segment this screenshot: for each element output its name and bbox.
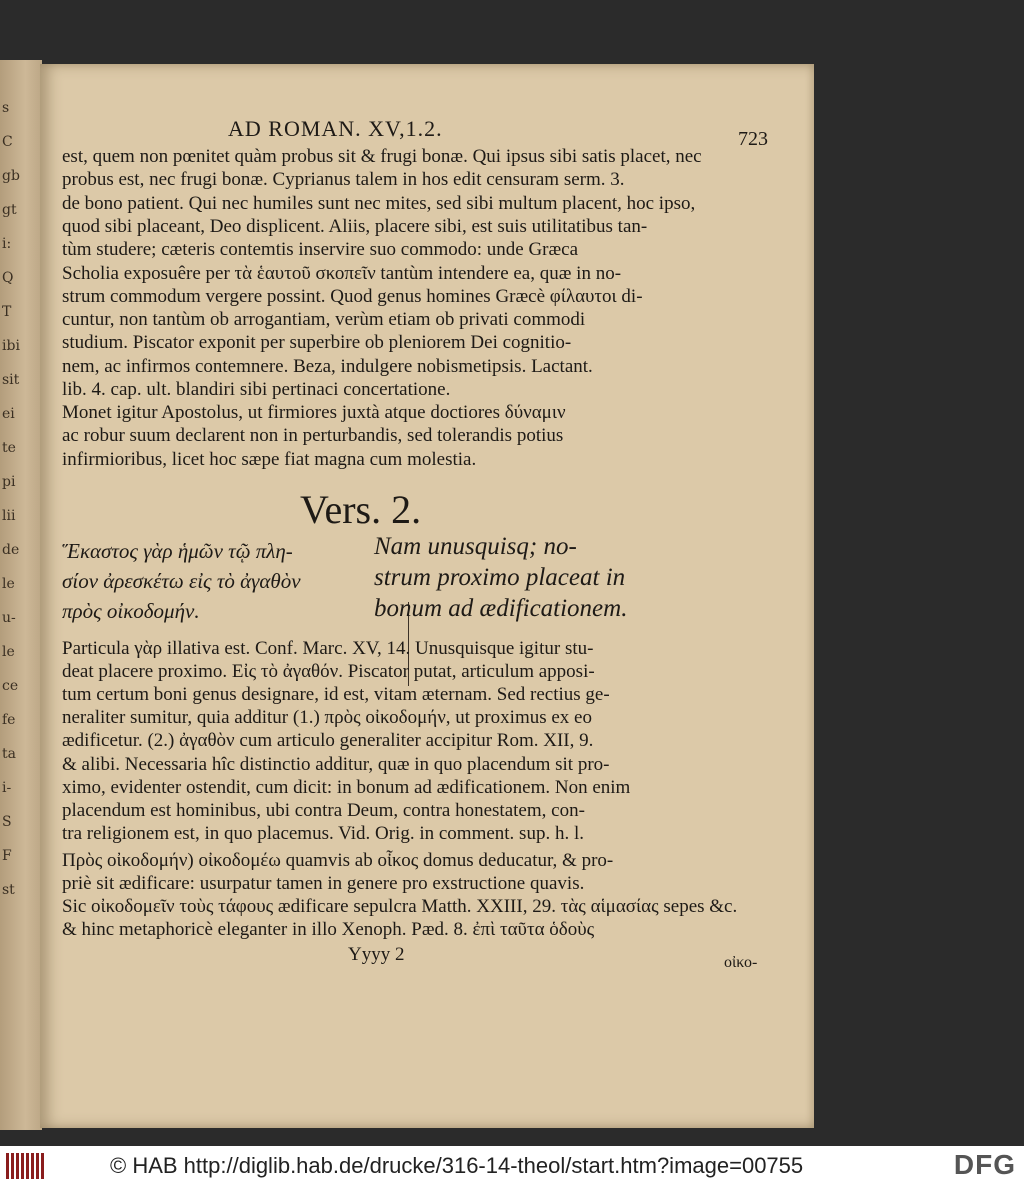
text-line: de bono patient. Qui nec humiles sunt nec mites, sed sibi multum placent, hoc ipso, bbox=[62, 192, 696, 214]
adjacent-page-fragment: fe bbox=[2, 712, 16, 728]
adjacent-page-fragment: pi bbox=[2, 474, 16, 490]
text-line: strum proximo placeat in bbox=[374, 564, 626, 591]
text-line: bonum ad ædificationem. bbox=[374, 595, 628, 622]
text-line: est, quem non pœnitet quàm probus sit & frugi bonæ. Qui ipsus sibi satis placet, nec bbox=[62, 146, 702, 167]
text-line: neraliter sumitur, quia additur (1.) πρὸς οἰκοδομήν, ut proximus ex eo bbox=[62, 707, 592, 729]
text-line: Monet igitur Apostolus, ut firmiores juxtà atque doctiores δύναμιν bbox=[62, 402, 566, 423]
adjacent-page-fragment: le bbox=[2, 644, 15, 660]
adjacent-page-fragment: le bbox=[2, 576, 15, 592]
text-line: priè sit ædificare: usurpatur tamen in genere pro exstructione quavis. bbox=[62, 873, 585, 895]
footer-bar bbox=[0, 1146, 1024, 1185]
text-line: tùm studere; cæteris contemtis inservire suo commodo: unde Græca bbox=[62, 239, 579, 261]
adjacent-page-fragment: i- bbox=[2, 780, 12, 796]
text-line: πρὸς οἰκοδομήν. bbox=[62, 599, 200, 623]
verse-heading: Vers. 2. bbox=[300, 487, 422, 532]
adjacent-page-fragment: ta bbox=[2, 746, 16, 762]
text-line: Ἕκαστος γὰρ ἡμῶν τῷ πλη- bbox=[62, 539, 293, 563]
text-line: tra religionem est, in quo placemus. Vid. Orig. in comment. sup. h. l. bbox=[62, 822, 584, 844]
text-line: Sic οἰκοδομεῖν τοὺς τάφους ædificare sepulcra Matth. XXIII, 29. τὰς αἱμασίας sepes &c. bbox=[62, 896, 738, 918]
text-line: & hinc metaphoricè eleganter in illo Xenoph. Pæd. 8. ἐπὶ ταῦτα ὁδοὺς bbox=[62, 919, 595, 941]
book-page bbox=[40, 64, 814, 1128]
copyright-link[interactable]: © HAB http://diglib.hab.de/drucke/316-14-theol/start.htm?image=00755 bbox=[110, 1153, 804, 1178]
text-line: studium. Piscator exponit per superbire ob pleniorem Dei cognitio- bbox=[62, 332, 572, 354]
text-line: deat placere proximo. Εἰς τὸ ἀγαθόν. Piscator putat, articulum apposi- bbox=[62, 661, 595, 683]
adjacent-page-fragment: Q bbox=[2, 270, 14, 286]
text-line: Particula γὰρ illativa est. Conf. Marc. XV, 14. Unusquisque igitur stu- bbox=[62, 638, 594, 659]
text-line: ac robur suum declarent non in perturbandis, sed tolerandis potius bbox=[62, 425, 564, 447]
text-line: σίον ἀρεσκέτω εἰς τὸ ἀγαθὸν bbox=[62, 569, 301, 593]
text-line: Nam unusquisq; no- bbox=[374, 533, 577, 560]
adjacent-page-fragment: u- bbox=[2, 610, 16, 626]
text-line: Πρὸς οἰκοδομήν) οἰκοδομέω quamvis ab οἶκος domus deducatur, & pro- bbox=[62, 850, 614, 871]
dfg-logo: DFG bbox=[953, 1149, 1016, 1180]
hab-logo-icon bbox=[6, 1153, 44, 1179]
text-line: ædificetur. (2.) ἀγαθὸν cum articulo generaliter accipitur Rom. XII, 9. bbox=[62, 730, 594, 752]
adjacent-page-fragment: gb bbox=[2, 168, 20, 184]
running-header: AD ROMAN. XV,1.2. bbox=[228, 116, 443, 141]
text-line: infirmioribus, licet hoc sæpe fiat magna cum molestia. bbox=[62, 448, 477, 470]
catchword: οἰκο- bbox=[724, 954, 758, 971]
text-line: ximo, evidenter ostendit, cum dicit: in bonum ad ædificationem. Non enim bbox=[62, 776, 631, 798]
adjacent-page-fragment: lii bbox=[2, 508, 16, 524]
adjacent-page-fragment: ibi bbox=[2, 338, 20, 354]
adjacent-page-fragment: s bbox=[2, 100, 10, 116]
adjacent-page-fragment: ei bbox=[2, 406, 15, 422]
text-line: probus est, nec frugi bonæ. Cyprianus talem in hos edit censuram serm. 3. bbox=[62, 169, 625, 191]
adjacent-page-fragment: st bbox=[2, 882, 15, 898]
text-line: lib. 4. cap. ult. blandiri sibi pertinaci concertatione. bbox=[62, 379, 451, 400]
adjacent-page-fragment: i: bbox=[2, 236, 12, 252]
page-number: 723 bbox=[738, 128, 768, 150]
adjacent-page-fragment: gt bbox=[2, 202, 17, 218]
text-line: tum certum boni genus designare, id est, vitam æternam. Sed rectius ge- bbox=[62, 684, 610, 706]
text-line: placendum est hominibus, ubi contra Deum, contra honestatem, con- bbox=[62, 799, 585, 821]
adjacent-page-fragment: F bbox=[2, 848, 12, 864]
adjacent-page-fragment: C bbox=[2, 134, 13, 150]
adjacent-page-fragment: te bbox=[2, 440, 16, 456]
text-line: & alibi. Necessaria hîc distinctio additur, quæ in quo placendum sit pro- bbox=[62, 753, 610, 775]
adjacent-page-fragment: S bbox=[2, 814, 12, 830]
adjacent-page-fragment: ce bbox=[2, 678, 19, 694]
text-line: nem, ac infirmos contemnere. Beza, indulgere nobismetipsis. Lactant. bbox=[62, 355, 593, 377]
text-line: quod sibi placeant, Deo displicent. Aliis, placere sibi, est suis utilitatibus tan- bbox=[62, 215, 648, 237]
text-line: cuntur, non tantùm ob arrogantiam, verùm etiam ob privati commodi bbox=[62, 309, 586, 331]
signature-mark: Yyyy 2 bbox=[348, 944, 405, 965]
text-line: strum commodum vergere possint. Quod genus homines Græcè φίλαυτοι di- bbox=[62, 285, 643, 307]
text-line: Scholia exposuêre per τὰ ἑαυτοῦ σκοπεῖν tantùm intendere ea, quæ in no- bbox=[62, 262, 622, 284]
adjacent-page-fragment: sit bbox=[2, 372, 20, 388]
adjacent-page-fragment: de bbox=[2, 542, 20, 558]
adjacent-page-edge bbox=[0, 60, 42, 1130]
adjacent-page-fragment: T bbox=[2, 304, 12, 320]
